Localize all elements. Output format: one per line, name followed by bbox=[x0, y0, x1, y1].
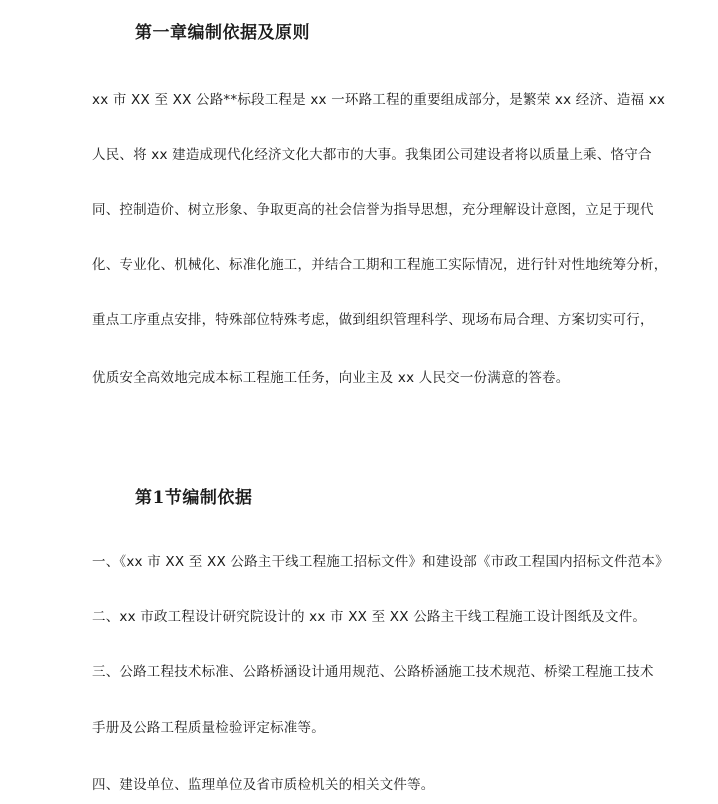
paragraph-line: 同、控制造价、树立形象、争取更高的社会信誉为指导思想，充分理解设计意图，立足于现代 bbox=[92, 202, 654, 218]
section-title: 第1节编制依据 bbox=[135, 488, 253, 508]
basis-item-line: 手册及公路工程质量检验评定标准等。 bbox=[92, 720, 325, 736]
basis-item-line: 二、xx 市政工程设计研究院设计的 xx 市 XX 至 XX 公路主干线工程施工设计图纸及文件。 bbox=[92, 609, 647, 625]
paragraph-line: xx 市 XX 至 XX 公路**标段工程是 xx 一环路工程的重要组成部分，是繁荣 xx 经济、造福 xx bbox=[92, 92, 666, 108]
chapter-title: 第一章编制依据及原则 bbox=[135, 23, 310, 43]
paragraph-line: 重点工序重点安排，特殊部位特殊考虑，做到组织管理科学、现场布局合理、方案切实可行， bbox=[92, 312, 654, 328]
basis-item-line: 四、建设单位、监理单位及省市质检机关的相关文件等。 bbox=[92, 777, 435, 793]
paragraph-line: 人民、将 xx 建造成现代化经济文化大都市的大事。我集团公司建设者将以质量上乘、恪守合 bbox=[92, 147, 652, 163]
basis-item-line: 一、《xx 市 XX 至 XX 公路主干线工程施工招标文件》和建设部《市政工程国内招标文件范本》 bbox=[92, 554, 669, 570]
paragraph-line: 化、专业化、机械化、标准化施工，并结合工期和工程施工实际情况，进行针对性地统筹分析， bbox=[92, 257, 668, 273]
basis-item-line: 三、公路工程技术标准、公路桥涵设计通用规范、公路桥涵施工技术规范、桥梁工程施工技术 bbox=[92, 664, 654, 680]
paragraph-line: 优质安全高效地完成本标工程施工任务，向业主及 xx 人民交一份满意的答卷。 bbox=[92, 370, 570, 386]
